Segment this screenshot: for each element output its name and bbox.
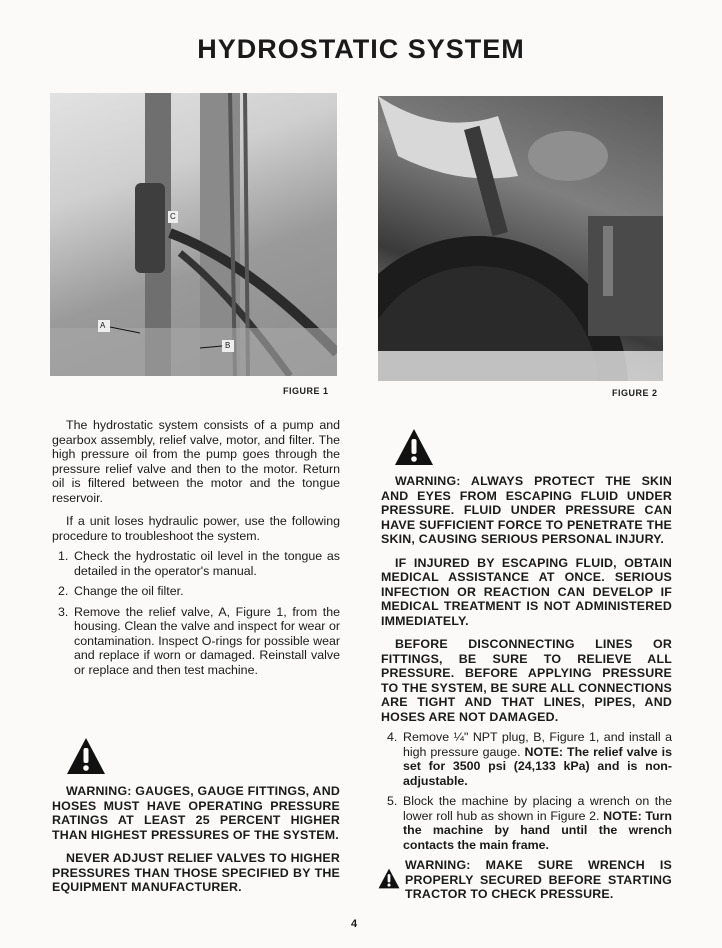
step-text: Change the oil filter. (74, 584, 184, 598)
list-item (381, 794, 672, 852)
figure-1-label-c: C (170, 212, 176, 221)
step-text: Remove ¼" NPT plug, B, Figure 1, and install a high pressure gauge. (403, 730, 672, 759)
figure-1-label-b: B (225, 341, 231, 350)
warning-protect-skin: WARNING: ALWAYS PROTECT THE SKIN AND EYES FROM ESCAPING FLUID UNDER PRESSURE. FLUID UNDER PRESSURE CAN HAVE SUFFICIENT FORCE TO PENETRATE THE SKIN, CAUSING SERIOUS PERSONAL INJURY. (381, 474, 672, 546)
step-number: 4. (387, 730, 398, 744)
step-note: NOTE: Turn the machine by hand until the wrench contacts the main frame. (403, 808, 672, 852)
step-text: Block the machine by placing a wrench on the lower roll hub as shown in Figure 2. (403, 794, 672, 823)
list-item (381, 730, 672, 788)
warning-gauges: WARNING: GAUGES, GAUGE FITTINGS, AND HOSES MUST HAVE OPERATING PRESSURE RATINGS AT LEAST 25 PERCENT HIGHER THAN HIGHEST PRESSURES OF THE SYSTEM. (52, 784, 340, 842)
figure-1-label-a: A (100, 321, 106, 330)
step-note: NOTE: The relief valve is set for 3500 psi (24,133 kPa) and is non-adjustable. (403, 744, 672, 788)
warning-relief-valves: NEVER ADJUST RELIEF VALVES TO HIGHER PRESSURES THAN THOSE SPECIFIED BY THE EQUIPMENT MANUFACTURER. (52, 851, 340, 894)
step-list (52, 549, 340, 677)
list-item (52, 605, 340, 678)
warning-wrench: WARNING: MAKE SURE WRENCH IS PROPERLY SECURED BEFORE STARTING TRACTOR TO CHECK PRESSURE. (405, 858, 672, 901)
intro-paragraph: The hydrostatic system consists of a pump and gearbox assembly, relief valve, motor, and filter. The high pressure oil from the pump goes through the pressure relief valve and then to the motor. Return oil is filtered between the motor and the tongue reservoir. (52, 418, 340, 505)
warning-medical: IF INJURED BY ESCAPING FLUID, OBTAIN MEDICAL ASSISTANCE AT ONCE. SERIOUS INFECTION OR REACTION CAN DEVELOP IF MEDICAL TREATMENT IS NOT ADMINISTERED IMMEDIATELY. (381, 555, 672, 628)
step-number: 2. (58, 584, 69, 598)
step-text: Remove the relief valve, A, Figure 1, from the housing. Clean the valve and inspect for wear or contamination. Inspect O-rings for possible wear and replace if worn or damaged. Reinstall valve or replace and then test machine. (74, 604, 340, 677)
list-item (52, 549, 340, 578)
list-item (52, 584, 340, 599)
step-number: 5. (387, 794, 398, 808)
step-number: 3. (58, 604, 69, 619)
step-list-continued (381, 730, 672, 852)
left-column (52, 418, 340, 683)
step-number: 1. (58, 549, 69, 563)
warning-triangle-icon (394, 428, 434, 466)
procedure-paragraph: If a unit loses hydraulic power, use the following procedure to troubleshoot the system. (52, 514, 340, 543)
figure-2-caption: FIGURE 2 (612, 388, 658, 398)
figure-2-photo (378, 96, 663, 381)
warning-disconnect: BEFORE DISCONNECTING LINES OR FITTINGS, BE SURE TO RELIEVE ALL PRESSURE. BEFORE APPLYING PRESSURE TO THE SYSTEM, BE SURE ALL CONNECTIONS ARE TIGHT AND THAT LINES, PIPES, AND HOSES ARE NOT DAMAGED. (381, 637, 673, 724)
step-text: Check the hydrostatic oil level in the tongue as detailed in the operator's manual. (74, 549, 340, 578)
right-column (381, 474, 672, 902)
left-warnings (52, 784, 340, 895)
warning-triangle-icon (66, 737, 106, 775)
figure-1-caption: FIGURE 1 (283, 386, 329, 396)
page-number: 4 (351, 918, 358, 930)
figure-1-photo (50, 93, 337, 376)
page-title: HYDROSTATIC SYSTEM (197, 34, 525, 64)
